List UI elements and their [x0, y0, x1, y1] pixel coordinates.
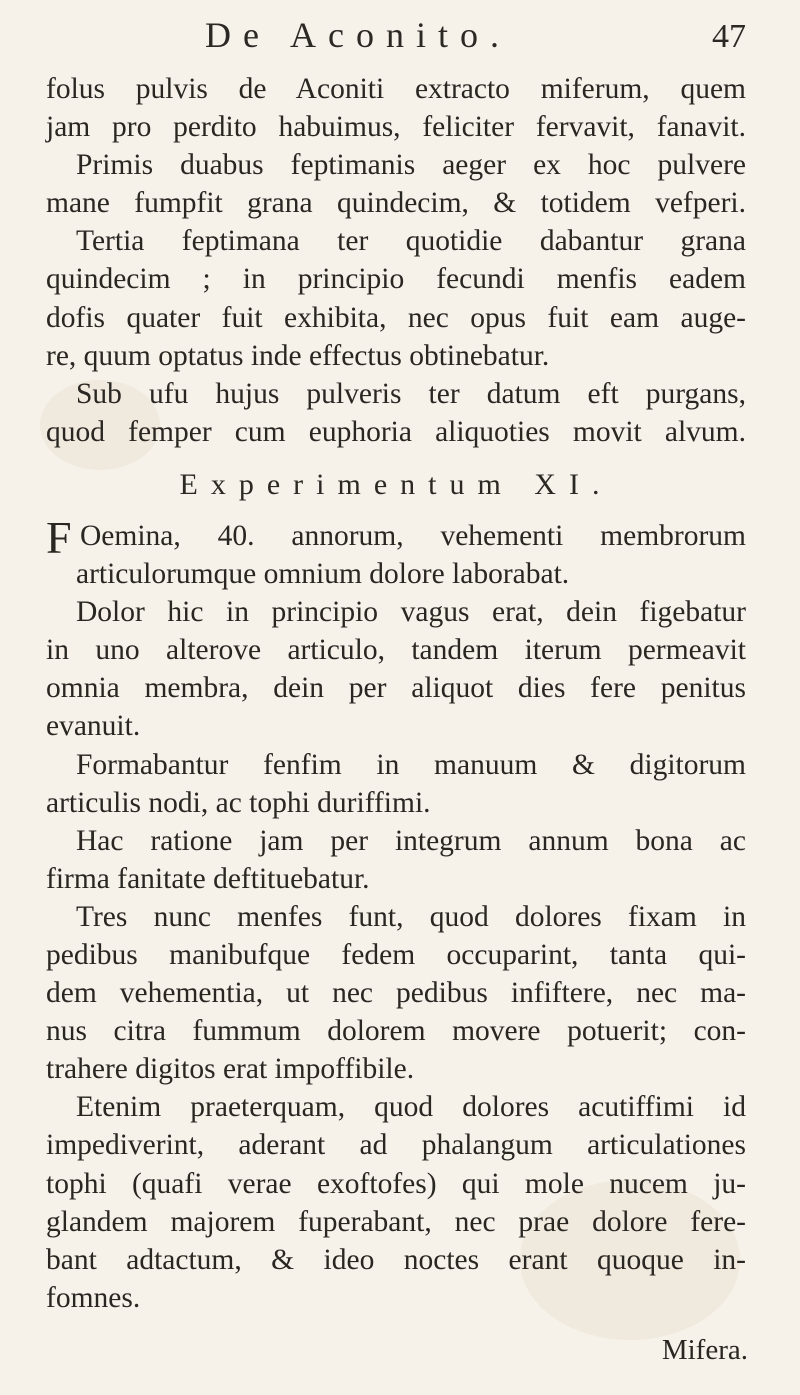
- catchword: Mifera.: [661, 1334, 748, 1366]
- text-line: Dolor hic in principio vagus erat, dein figebatur: [76, 596, 746, 629]
- paragraph-one: [46, 70, 746, 451]
- text-line: re, quum optatus inde effectus obtinebatur.: [46, 339, 550, 372]
- text-line: bant adtactum, & ideo noctes erant quoque in-: [46, 1243, 746, 1276]
- text-line: dofis quater fuit exhibita, nec opus fuit eam auge-: [46, 301, 746, 334]
- text-line: evanuit.: [46, 710, 141, 743]
- text-line: omnia membra, dein per aliquot dies fere penitus: [46, 672, 746, 705]
- text-line: trahere digitos erat impoffibile.: [46, 1053, 415, 1086]
- drop-cap: F: [46, 511, 72, 563]
- text-line: dem vehementia, ut nec pedibus infiftere, nec ma-: [46, 977, 746, 1010]
- text-line: folus pulvis de Aconiti extracto miferum, quem: [46, 73, 746, 105]
- text-line: Etenim praeterquam, quod dolores acutiffimi id: [76, 1091, 746, 1124]
- page-number: 47: [712, 18, 746, 55]
- body-text: [46, 70, 746, 1317]
- text-line: in uno alterove articulo, tandem iterum permeavit: [46, 634, 746, 667]
- text-line: firma fanitate deftituebatur.: [46, 862, 370, 895]
- paragraph-two: [46, 511, 746, 1317]
- text-line: quod femper cum euphoria aliquoties movit alvum.: [46, 415, 746, 448]
- text-line: Oemina, 40. annorum, vehementi membrorum: [80, 519, 746, 552]
- text-line: Tertia feptimana ter quotidie dabantur grana: [76, 225, 746, 258]
- first-line-block: [46, 511, 746, 563]
- text-line: quindecim ; in principio fecundi menfis eadem: [46, 263, 746, 296]
- text-line: Hac ratione jam per integrum annum bona ac: [76, 824, 746, 857]
- running-title: De Aconito.: [205, 15, 511, 55]
- text-line: Primis duabus feptimanis aeger ex hoc pulvere: [76, 149, 746, 182]
- text-line: Formabantur fenfim in manuum & digitorum: [76, 748, 746, 781]
- text-line: Tres nunc menfes funt, quod dolores fixam in: [76, 900, 746, 933]
- text-line: Sub ufu hujus pulveris ter datum eft purgans,: [76, 377, 746, 410]
- text-line: tophi (quafi verae exoftofes) qui mole nucem ju-: [46, 1167, 746, 1200]
- experiment-heading: Experimentum XI.: [179, 467, 613, 501]
- text-line: glandem majorem fuperabant, nec prae dolore fere-: [46, 1205, 746, 1238]
- text-line: impediverint, aderant ad phalangum articulationes: [46, 1129, 746, 1162]
- text-line: pedibus manibufque fedem occuparint, tanta qui-: [46, 938, 746, 971]
- text-line: nus citra fummum dolorem movere potuerit; con-: [46, 1015, 746, 1048]
- text-line: articulorumque omnium dolore laborabat.: [76, 558, 570, 591]
- text-line: articulis nodi, ac tophi duriffimi.: [46, 786, 431, 819]
- text-line: mane fumpfit grana quindecim, & totidem vefperi.: [46, 187, 746, 220]
- text-line: fomnes.: [46, 1281, 141, 1314]
- running-head: [0, 6, 800, 66]
- text-line: jam pro perdito habuimus, feliciter fervavit, fanavit.: [46, 111, 746, 144]
